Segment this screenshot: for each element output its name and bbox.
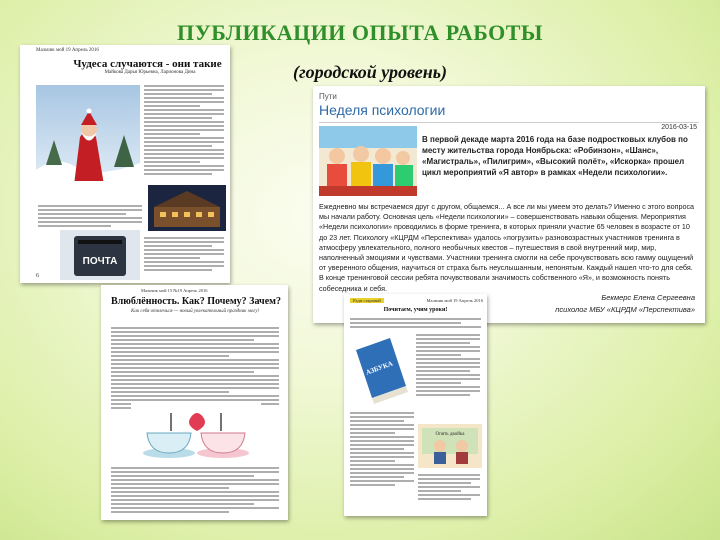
article-title: Неделя психологии (319, 102, 446, 118)
article-date: 2016-03-15 (661, 124, 697, 131)
article-headline: Почитаем, учим уроки! (383, 307, 448, 313)
page-number: 6 (36, 273, 39, 279)
section-tag: Ради стараний (350, 298, 384, 303)
author-name: Бекмерс Елена Сергеевна (601, 293, 695, 302)
slide-title: ПУБЛИКАЦИИ ОПЫТА РАБОТЫ (176, 20, 544, 45)
book-title: АЗБУКА (364, 359, 394, 377)
article-text-block (111, 325, 279, 411)
article-text-block-2 (111, 465, 279, 515)
article-text-right (416, 332, 480, 398)
divider (319, 122, 699, 123)
breadcrumb[interactable]: Пути (319, 92, 337, 101)
cartoon-illustration (418, 424, 482, 468)
mailbox-sign: ПОЧТА (82, 256, 118, 267)
article-text-top (350, 316, 481, 330)
article-text-column-3 (38, 203, 142, 229)
page-header (344, 294, 487, 303)
publication-page-study (344, 294, 487, 516)
publication-page-love (101, 285, 288, 520)
article-text-column (144, 83, 224, 177)
slide-subtitle: (городской уровень) (292, 62, 448, 82)
article-author (525, 292, 695, 316)
mailbox-photo (60, 230, 140, 280)
author-role: психолог МБУ «КЦРДМ «Перспектива» (555, 305, 695, 314)
article-headline: Чудеса случаются - они такие (73, 58, 222, 70)
article-text-left (350, 410, 414, 488)
teacups-illustration (131, 403, 261, 461)
page-header: Мальчик мой 15 №19 Апрель 2016 (141, 288, 208, 293)
article-body: Ежедневно мы встречаемся друг с другом, общаемся... А все ли мы умеем это делать? Именно с этого вопроса мы начали работу. Основная цель «Недели психологии» – совершенствовать навыки общения. Мероприятия «Недели психологии» проводились в форме тренинга, в которых приняли участие 65 человек в возрасте от 10 до 23 лет. Психологу «КЦРДМ «Перспектива» удалось «погрузить» разновозрастных участников тренинга в атмосферу увлекательного, полного необычных квестов – путешествия в свой внутренний мир, мир, наполненный эмоциями и чувствами. Участники тренинга смогли на себе прочувствовать всю гамму ощущений от уверенного общения, научиться от страха быть неуслышанным, непонятым. Каждый нашел что-то для себя. В конце тренинговой сессии ребята почувствовали значимость собственного «Я», и возможность понять собеседника и себя. (319, 202, 695, 293)
cartoon-title: Опять двойка (435, 432, 465, 437)
article-lead: В первой декаде марта 2016 года на базе подростковых клубов по месту жительства города Ноябрьска: «Робинзон», «Шанс», «Магистраль», «Пилигрим», «Высокий полёт», «Искорка» прошел цикл мероприятий «Я автор» в рамках «Недели психологии». (422, 135, 688, 177)
header-info: Мальчик мой 19 Апрель 2016 (426, 298, 483, 303)
article-byline: Майкова Дарья Юрьевна, Ларионова Дина (104, 70, 196, 75)
article-subhead: Как себя отвлечься — новый увлекательный праздник могу! (131, 309, 260, 314)
web-article-psychology-week (313, 86, 705, 323)
article-text-bottom (418, 472, 480, 502)
children-photo (319, 126, 417, 196)
santa-photo (36, 85, 140, 195)
page-header: Мальчик мой 19 Апрель 2016 (36, 48, 99, 53)
article-text-column-2 (144, 235, 224, 273)
article-headline: Влюблённость. Как? Почему? Зачем? (111, 296, 281, 307)
publication-page-christmas (20, 45, 230, 283)
night-building-photo (148, 185, 226, 231)
book-illustration (350, 330, 412, 406)
